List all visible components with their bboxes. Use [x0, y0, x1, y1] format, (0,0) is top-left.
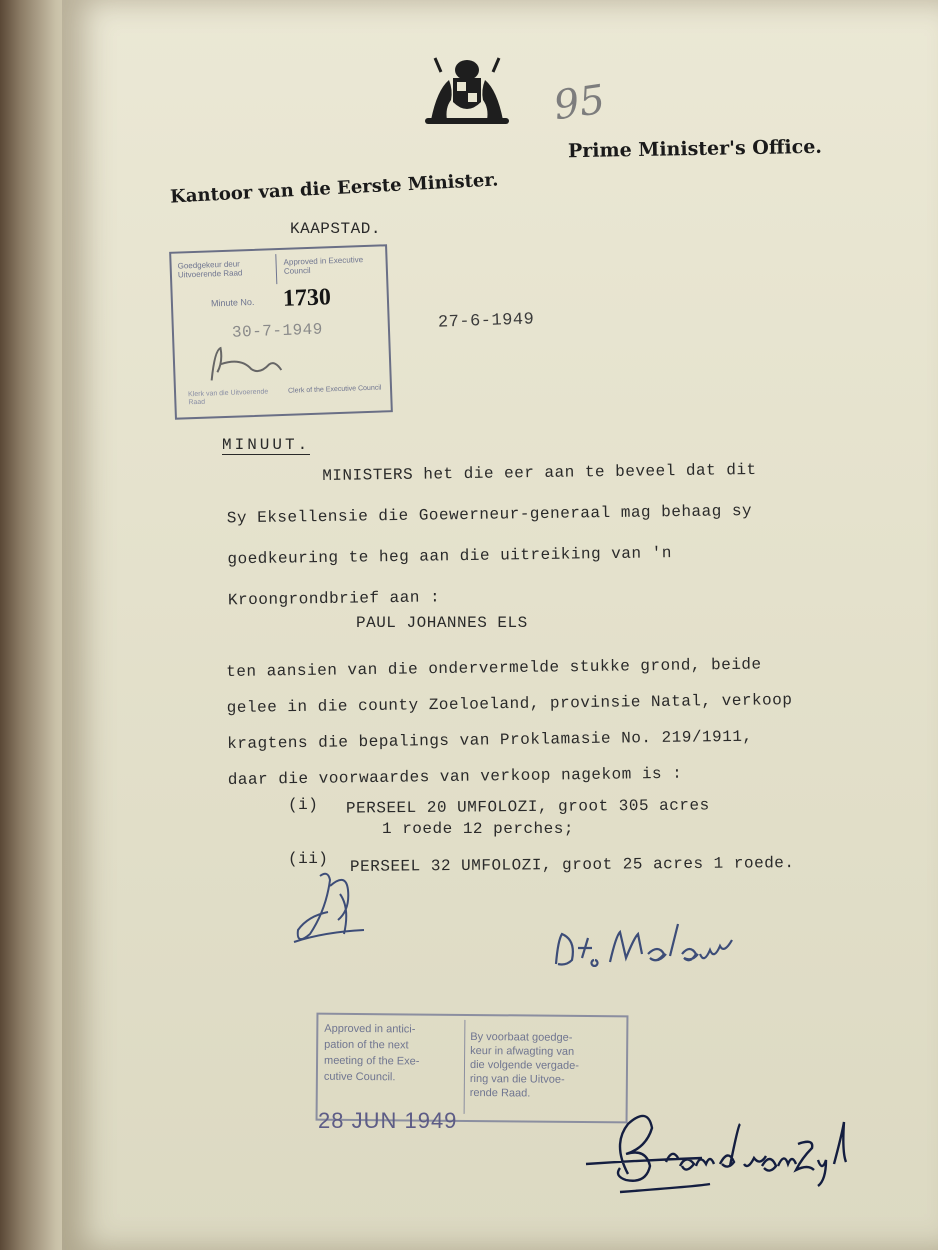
- item1-line2: 1 roede 12 perches;: [382, 820, 574, 838]
- para2-line: gelee in die county Zoeloeland, provinsie Natal, verkoop: [226, 691, 793, 717]
- stamp-right-text: [470, 1030, 625, 1101]
- paragraph-land: [226, 646, 794, 798]
- governor-signature-icon: [580, 1104, 870, 1204]
- stamp-bottom-right: Clerk of the Executive Council: [287, 384, 382, 395]
- approval-stamp: [169, 244, 393, 420]
- stamp-right-line: die volgende vergade-: [469, 1058, 579, 1072]
- para2-line: daar die voorwaardes van verkoop nagekom is :: [227, 764, 683, 789]
- paragraph-recommendation: [226, 450, 759, 620]
- item2-number: (ii): [288, 850, 329, 868]
- stamp-left-text: [324, 1021, 465, 1086]
- item2-line1: PERSEEL 32 UMFOLOZI, groot 25 acres 1 roede.: [349, 854, 795, 876]
- heading-minuut: MINUUT.: [222, 436, 311, 454]
- item1-line1: PERSEEL 20 UMFOLOZI, groot 305 acres: [345, 796, 710, 818]
- stamp-right-line: rende Raad.: [469, 1086, 531, 1100]
- office-afrikaans: Kantoor van die Eerste Minister.: [169, 169, 499, 208]
- para2-line: kragtens die bepalings van Proklamasie No. 219/1911,: [227, 727, 753, 753]
- file-number: 95: [551, 76, 608, 130]
- office-english: Prime Minister's Office.: [567, 135, 823, 163]
- stamp-left-label: Goedgekeur deur Uitvoerende Raad: [177, 259, 243, 280]
- city: KAAPSTAD.: [290, 220, 381, 238]
- minute-label: Minute No.: [210, 296, 255, 309]
- anticipation-date: 28 JUN 1949: [318, 1108, 458, 1133]
- stamp-right-line: keur in afwagting van: [470, 1044, 575, 1058]
- document-page: [62, 0, 938, 1250]
- clerk-signature-icon: [198, 337, 300, 386]
- stamp-left-line: meeting of the Exe-: [324, 1054, 420, 1068]
- stamp-left-line: pation of the next: [324, 1038, 409, 1052]
- stamp-left-line: cutive Council.: [323, 1070, 396, 1084]
- para2-line: ten aansien van die ondervermelde stukke grond, beide: [226, 655, 762, 681]
- para1-line: goedkeuring te heg aan die uitreiking van 'n: [227, 544, 672, 569]
- stamp-bottom-left: Klerk van die Uitvoerende Raad: [188, 388, 269, 407]
- stamp-date: 30-7-1949: [231, 320, 324, 342]
- coat-of-arms-icon: [417, 50, 517, 130]
- initials-signature-icon: [290, 866, 370, 948]
- stamp-right-label: Approved in Executive Council: [283, 255, 364, 276]
- stamp-right-line: ring van die Uitvoe-: [469, 1072, 565, 1086]
- grantee-name: PAUL JOHANNES ELS: [356, 614, 528, 632]
- document-date: 27-6-1949: [437, 310, 535, 333]
- stamp-left-line: Approved in antici-: [324, 1022, 416, 1036]
- minute-number: 1730: [282, 284, 332, 312]
- para1-line: Sy Eksellensie die Goewerneur-generaal mag behaag sy: [226, 502, 753, 528]
- item1-number: (i): [288, 796, 319, 814]
- stamp-right-line: By voorbaat goedge-: [470, 1030, 573, 1044]
- para1-line: MINISTERS het die eer aan te beveel dat dit: [322, 460, 757, 485]
- para1-line: Kroongrondbrief aan :: [227, 588, 441, 610]
- minister-signature-icon: [548, 914, 768, 978]
